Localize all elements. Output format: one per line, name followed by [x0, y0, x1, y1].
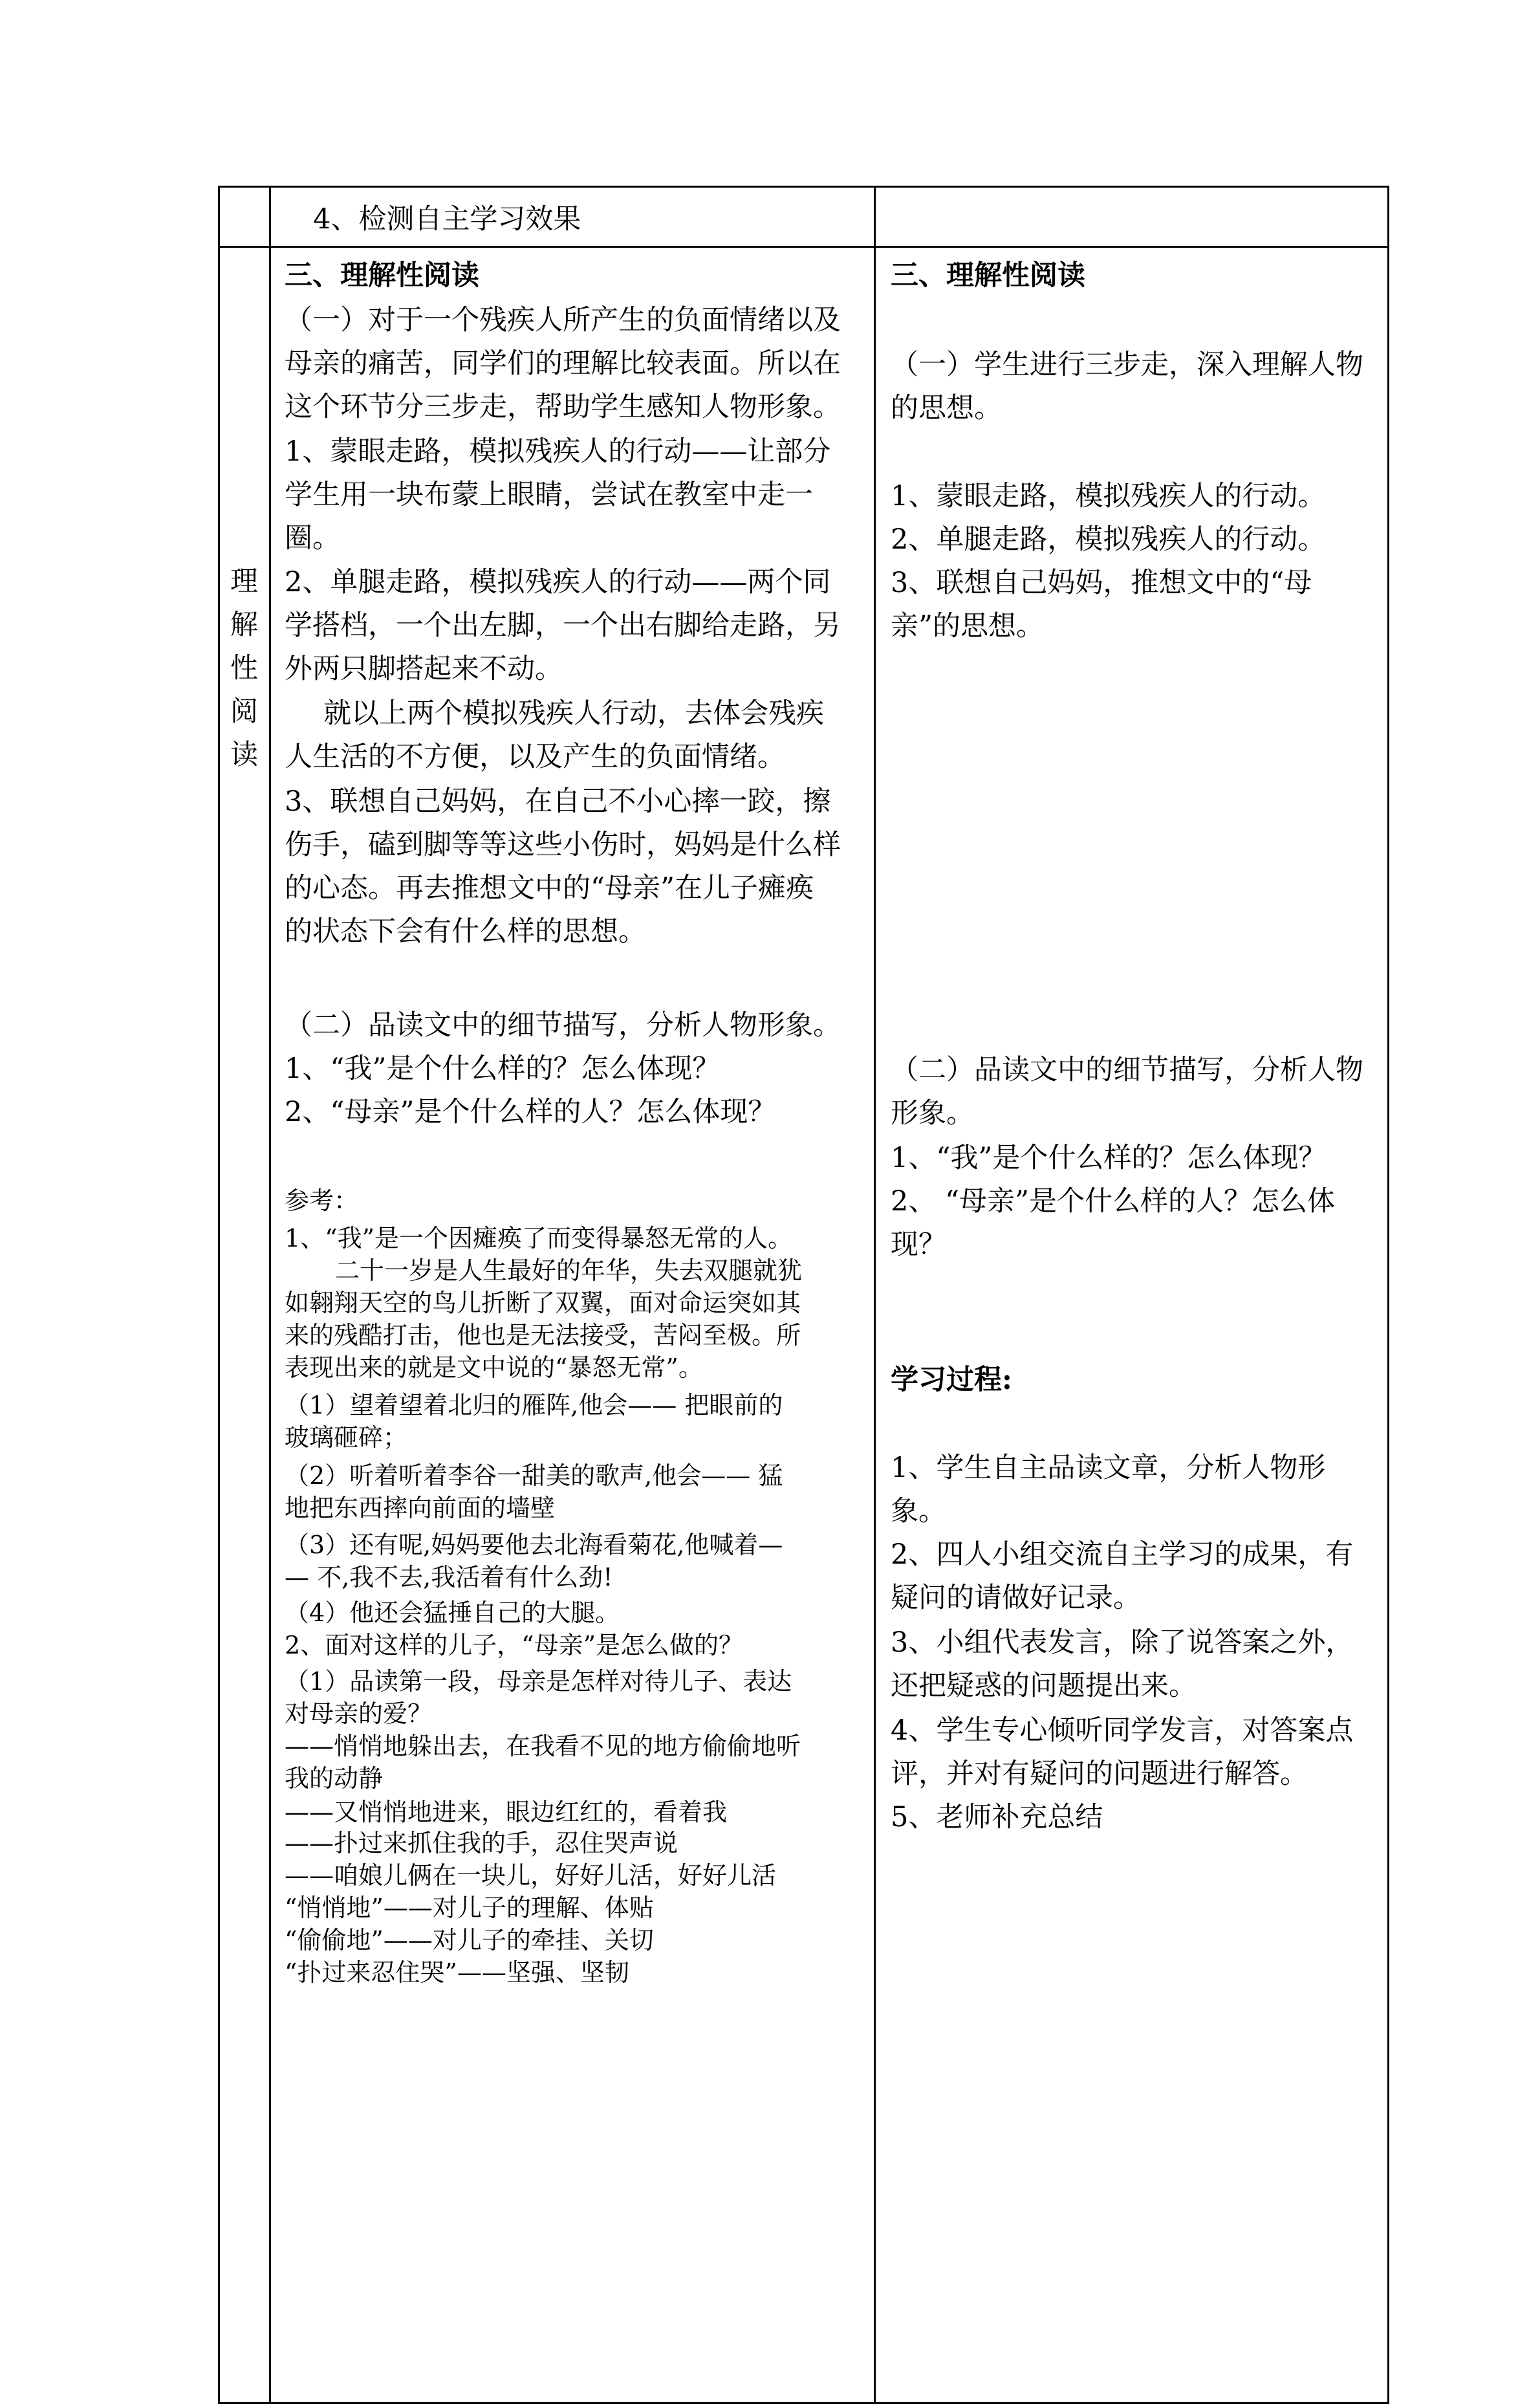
row-divider: [218, 246, 1389, 248]
text-line: （3）还有呢,妈妈要他去北海看菊花,他喊着—: [285, 1531, 783, 1559]
text-line: 4、学生专心倾听同学发言，对答案点: [891, 1714, 1354, 1747]
text-line: （二）品读文中的细节描写，分析人物: [891, 1054, 1363, 1086]
text-line: 2、 “母亲”是个什么样的人？怎么体: [891, 1185, 1335, 1218]
text-line: 1、学生自主品读文章，分析人物形: [891, 1452, 1326, 1484]
text-line: 象。: [891, 1495, 946, 1527]
text-line: 1、“我”是一个因瘫痪了而变得暴怒无常的人。: [285, 1224, 793, 1252]
text-line: 1、蒙眼走路，模拟残疾人的行动。: [891, 480, 1326, 512]
label-char: 理: [230, 565, 258, 598]
learning-process-heading: 学习过程:: [891, 1364, 1012, 1396]
text-line: （4）他还会猛捶自己的大腿。: [285, 1599, 620, 1627]
text-line: 我的动静: [285, 1764, 384, 1793]
text-line: 2、面对这样的儿子，“母亲”是怎么做的？: [285, 1631, 744, 1659]
text-line: 2、单腿走路，模拟残疾人的行动。: [891, 523, 1326, 556]
section-heading: 三、理解性阅读: [285, 259, 479, 292]
text-line: 人生活的不方便，以及产生的负面情绪。: [285, 741, 785, 773]
section-heading: 三、理解性阅读: [891, 259, 1085, 292]
text-line: 2、单腿走路，模拟残疾人的行动——两个同: [285, 566, 831, 598]
text-line: 疑问的请做好记录。: [891, 1582, 1141, 1614]
text-line: 这个环节分三步走，帮助学生感知人物形象。: [285, 391, 841, 423]
text-line: 5、老师补充总结: [891, 1801, 1103, 1833]
text-line: 还把疑惑的问题提出来。: [891, 1670, 1197, 1702]
text-line: 就以上两个模拟残疾人行动，去体会残疾: [323, 697, 824, 730]
text-line: 的状态下会有什么样的思想。: [285, 915, 646, 948]
label-char: 解: [230, 609, 258, 641]
text-line: ——扑过来抓住我的手，忍住哭声说: [285, 1829, 678, 1857]
text-line: （一）对于一个残疾人所产生的负面情绪以及: [285, 304, 841, 336]
text-line: 形象。: [891, 1097, 974, 1130]
text-line: 现？: [891, 1229, 946, 1261]
self-study-check-text: 4、检测自主学习效果: [313, 203, 581, 235]
text-line: 参考：: [285, 1186, 359, 1215]
text-line: （2）听着听着李谷一甜美的歌声,他会—— 猛: [285, 1461, 783, 1490]
text-line: 1、“我”是个什么样的？怎么体现？: [285, 1053, 721, 1085]
text-line: 1、蒙眼走路，模拟残疾人的行动——让部分: [285, 435, 831, 468]
middle-column-divider: [874, 186, 876, 2404]
text-line: “悄悄地”——对儿子的理解、体贴: [285, 1894, 654, 1922]
label-char: 阅: [230, 695, 258, 728]
text-line: 二十一岁是人生最好的年华，失去双腿就犹: [335, 1256, 803, 1285]
text-line: 2、四人小组交流自主学习的成果，有: [891, 1538, 1354, 1571]
text-line: 的思想。: [891, 392, 1002, 424]
text-line: 玻璃砸碎；: [285, 1423, 408, 1452]
text-line: 学搭档，一个出左脚，一个出右脚给走路，另: [285, 609, 841, 642]
text-line: （1）望着望着北归的雁阵,他会—— 把眼前的: [285, 1391, 783, 1419]
text-line: ——咱娘儿俩在一块儿，好好儿活，好好儿活: [285, 1861, 777, 1890]
text-line: （1）品读第一段，母亲是怎样对待儿子、表达: [285, 1667, 792, 1696]
table-left-border: [218, 186, 220, 2404]
text-line: （一）学生进行三步走，深入理解人物: [891, 349, 1363, 381]
label-char: 读: [230, 739, 258, 771]
label-char: 性: [230, 652, 258, 684]
text-line: 对母亲的爱？: [285, 1699, 433, 1728]
text-line: 亲”的思想。: [891, 610, 1044, 642]
text-line: 表现出来的就是文中说的“暴怒无常”。: [285, 1353, 703, 1382]
text-line: “偷偷地”——对儿子的牵挂、关切: [285, 1926, 654, 1954]
text-line: 来的残酷打击，他也是无法接受，苦闷至极。所: [285, 1321, 801, 1350]
text-line: “扑过来忍住哭”——坚强、坚韧: [285, 1958, 629, 1987]
text-line: 伤手，磕到脚等等这些小伤时，妈妈是什么样: [285, 829, 841, 861]
text-line: 如翱翔天空的鸟儿折断了双翼，面对命运突如其: [285, 1289, 801, 1317]
table-top-border: [218, 186, 1389, 188]
text-line: 评，并对有疑问的问题进行解答。: [891, 1758, 1308, 1790]
label-column-divider: [269, 186, 271, 2404]
text-line: — 不,我不去,我活着有什么劲!: [285, 1563, 613, 1591]
text-line: ——悄悄地躲出去，在我看不见的地方偷偷地听: [285, 1732, 801, 1760]
text-line: 3、联想自己妈妈，推想文中的“母: [891, 567, 1312, 599]
text-line: 学生用一块布蒙上眼睛，尝试在教室中走一: [285, 479, 813, 511]
text-line: ——又悄悄地进来，眼边红红的，看着我: [285, 1798, 728, 1826]
text-line: 的心态。再去推想文中的“母亲”在儿子瘫痪: [285, 872, 814, 904]
text-line: 圈。: [285, 522, 340, 554]
table-right-border: [1387, 186, 1389, 2404]
text-line: 母亲的痛苦，同学们的理解比较表面。所以在: [285, 347, 841, 380]
text-line: 3、小组代表发言，除了说答案之外，: [891, 1626, 1354, 1659]
text-line: 2、“母亲”是个什么样的人？怎么体现？: [285, 1096, 776, 1128]
text-line: 3、联想自己妈妈，在自己不小心摔一跤，擦: [285, 785, 831, 818]
text-line: （二）品读文中的细节描写，分析人物形象。: [285, 1009, 841, 1042]
text-line: 地把东西摔向前面的墙壁: [285, 1494, 556, 1522]
text-line: 1、“我”是个什么样的？怎么体现？: [891, 1142, 1327, 1174]
text-line: 外两只脚搭起来不动。: [285, 653, 563, 685]
